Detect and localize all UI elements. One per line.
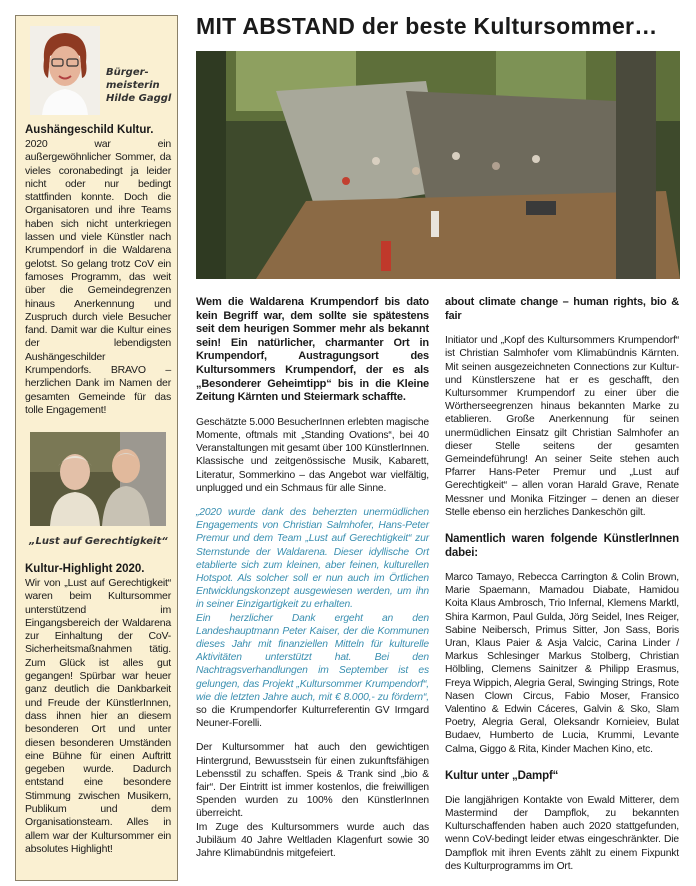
col1-quote-2-text: Ein herzlicher Dank ergeht an den Landeshauptmann Peter Kaiser, der die Kommunen dieses Jahr mit finanziellen Mitteln für kulturelle Aktivitäten unterstützt hat. Bei den Nachtragsverhandlungen im September ist es gelungen, das Projekt „Kultursommer Krumpendorf“, wie die letzten Jahre auch, mit € 8.000,- zu fördern“, (196, 612, 429, 703)
col1-quote-1 (196, 506, 429, 612)
col1-paragraph-1: Geschätzte 5.000 BesucherInnen erlebten magische Momente, oftmals mit „Standing Ovations“, bei 40 Veranstaltungen mit gesamt über 100 KünstlerInnen. Klassische und zeitgenössische Musik, Kabarett, Literatur, Sommerkino – das Angebot war vielfältig, unplugged und ein Schmaus für alle Sinne. (196, 416, 429, 494)
article-column-2 (445, 296, 679, 873)
couple-photo (30, 432, 166, 526)
col2-artists-list: Marco Tamayo, Rebecca Carrington & Colin Brown, Marie Spaemann, Mamadou Diabate, Hamidou Koita Klaus Ambrosch, Trio Infernal, Klemens Marktl, Shira Karmon, Paul Gulda, Jörg Seidel, Ines Reiger, Sabine Neibersch, Primus Sitter, Jon Sass, Boris Uran, Klaus Paier & Asja Valcic, Carina Linder / Markus Schlesinger Markus Stolberg, Christian Hölbling, Clemens Sainitzer & Philipp Erasmus, Freya Wippich, Alegria Geral, Swinging Strings, Rote Nasen Clown Circus, Fabio Moser, Fransico Valentino & Edwin Cáceres, Galvin & Sko, Slam Poetry, Alegria Geral, Oleksandr Kornieiev, Bulat Budaev, Humberto de Lucia, Krummi, Levante Calma, Giggo & Rita, Kinder Machen Kino, etc. (445, 572, 679, 755)
col1-lead: Wem die Waldarena Krumpendorf bis dato kein Begriff war, dem sollte sie spätestens seit dem heurigen Sommer mehr als bekannt sein! Ein natürlicher, charmanter Ort in Krumpendorf, Austragungsort des Kultursommers Krumpendorf, der es als „Besonderer Geheimtipp“ bis in die Kleine Zeitung Kärnten und Steiermark schaffte. (196, 296, 429, 404)
col2-subhead-dampf: Kultur unter „Dampf“ (445, 769, 559, 782)
col1-quote-2-attribution: so die Krumpendorfer Kulturreferentin GV Irmgard Neuner-Forelli. (196, 705, 429, 730)
col2-lead: about climate change – human rights, bio & fair (445, 296, 679, 322)
section2-text: Wir von „Lust auf Gerechtigkeit“ waren beim Kultursommer unterstützend im Eingangsbereich der Waldarena zur Einhaltung der CoV-Sicherheitsmaßnahmen tätig. Zum Glück ist alles gut gegangen! Spürbar war heuer ganz deutlich die Dankbarkeit und Freude der KünstlerInnen, dass ihnen hier an diesem besonderen Ort und unter diesen besonderen Umständen eine Bühne für einen Auftritt gegeben wurde. Dadurch entstand eine besondere Stimmung zwischen Musikern, Publikum und dem Organisationsteam. Alles in allem war der Kultursommer ein absolutes Highlight! (25, 577, 171, 855)
section1-text: 2020 war ein außergewöhnlicher Sommer, da vieles coronabedingt ja leider nicht oder nur bedingt stattfinden konnte. Doch die Organisatoren und ihre Teams haben sich nicht unterkriegen lassen und viele Künstler nach Krumpendorf in die Waldarena gelotst. So gelang trotz CoV ein famoses Programm, das weit über die Gemeindegrenzen hinaus Anerkennung und Zuspruch durch viele Besucher fand. Damit war die Kultur eines der lebendigsten Aushängeschilder Krumpendorfs. BRAVO – herzlichen Dank im Namen der gesamten Gemeinde für das tolle Engagement! (25, 138, 171, 416)
page-title: MIT ABSTAND der beste Kultursommer… (196, 13, 658, 39)
col2-paragraph-2: Die langjährigen Kontakte von Ewald Mitterer, dem Mastermind der Dampflok, zu bekannten Kulturschaffenden haben auch 2020 stattgefunden, wenn CoV-bedingt leider etwas eingeschränkter. Die Dampflok mit ihren Events zählt zu einem Fixpunkt des Kulturprogramms im Ort. (445, 794, 679, 872)
section2-heading: Kultur-Highlight 2020. (25, 563, 145, 575)
col2-subhead-artists: Namentlich waren folgende KünstlerInnen dabei: (445, 533, 679, 560)
sidebar-box (15, 15, 178, 881)
col1-paragraph-3: Im Zuge des Kultursommers wurde auch das Jubiläum 40 Jahre Weltladen Klagenfurt sowie 30 Jahre Klimabündnis mitgefeiert. (196, 821, 429, 860)
article-column-1 (196, 296, 429, 860)
waldarena-crowd-photo (196, 51, 680, 279)
portrait-caption-text: Bürger-meisterin Hilde Gaggl (106, 67, 172, 104)
col1-paragraph-2: Der Kultursommer hat auch den gewichtigen Hintergrund, Bewusstsein für einen zukunftsfähigen Lebensstil zu schaffen. Speis & Trank sind „bio & fair“. Der Eintritt ist immer kostenlos, die freiwilligen Spenden wurden zu 100% den KünstlerInnen überreicht. (196, 742, 429, 820)
col2-paragraph-1: Initiator und „Kopf des Kultursommers Krumpendorf“ ist Christian Salmhofer vom Klimabündnis Kärnten. Mit seinen ausgezeichneten Connections zur Kultur- und Künstlerszene hat er es geschafft, den Kultursommer Krumpendorf zu einer über die Wörtherseegrenzen hinaus bekannten Marke zu etablieren. Große Anerkennung für seinen unermüdlichen Einsatz gilt Christian Salmhofer an dieser Stelle seitens der gesamten Gemeindeführung! An seiner Seite stehen auch Pfarrer Hans-Peter Premur und „Lust auf Gerechtigkeit“ – allen voran Harald Grave, Renate Messner und Monika Fitzinger – denen an dieser Stelle ebenso ein herzliches Dankeschön gilt. (445, 335, 679, 518)
col1-quote-2 (196, 612, 429, 731)
photo2-caption: „Lust auf Gerechtigkeit“ (29, 536, 168, 547)
section1-heading: Aushängeschild Kultur. (25, 124, 154, 136)
portrait-caption (106, 66, 172, 105)
portrait-photo (30, 26, 100, 115)
col1-quote-1-text: „2020 wurde dank des beherzten unermüdlichen Engagements von Christian Salmhofer, Hans-Peter Premur und dem Team „Lust auf Gerechtigkeit“ zur Sternstunde der Waldarena. Dieser idyllische Ort etablierte sich zum kleinen, aber feinen, kulturellen Hotspot. Als solcher soll er nun auch im Örtlichen Entwicklungskonzept ausgewiesen werden, um ihn in seiner Einzigartigkeit zu erhalten. (196, 506, 429, 611)
